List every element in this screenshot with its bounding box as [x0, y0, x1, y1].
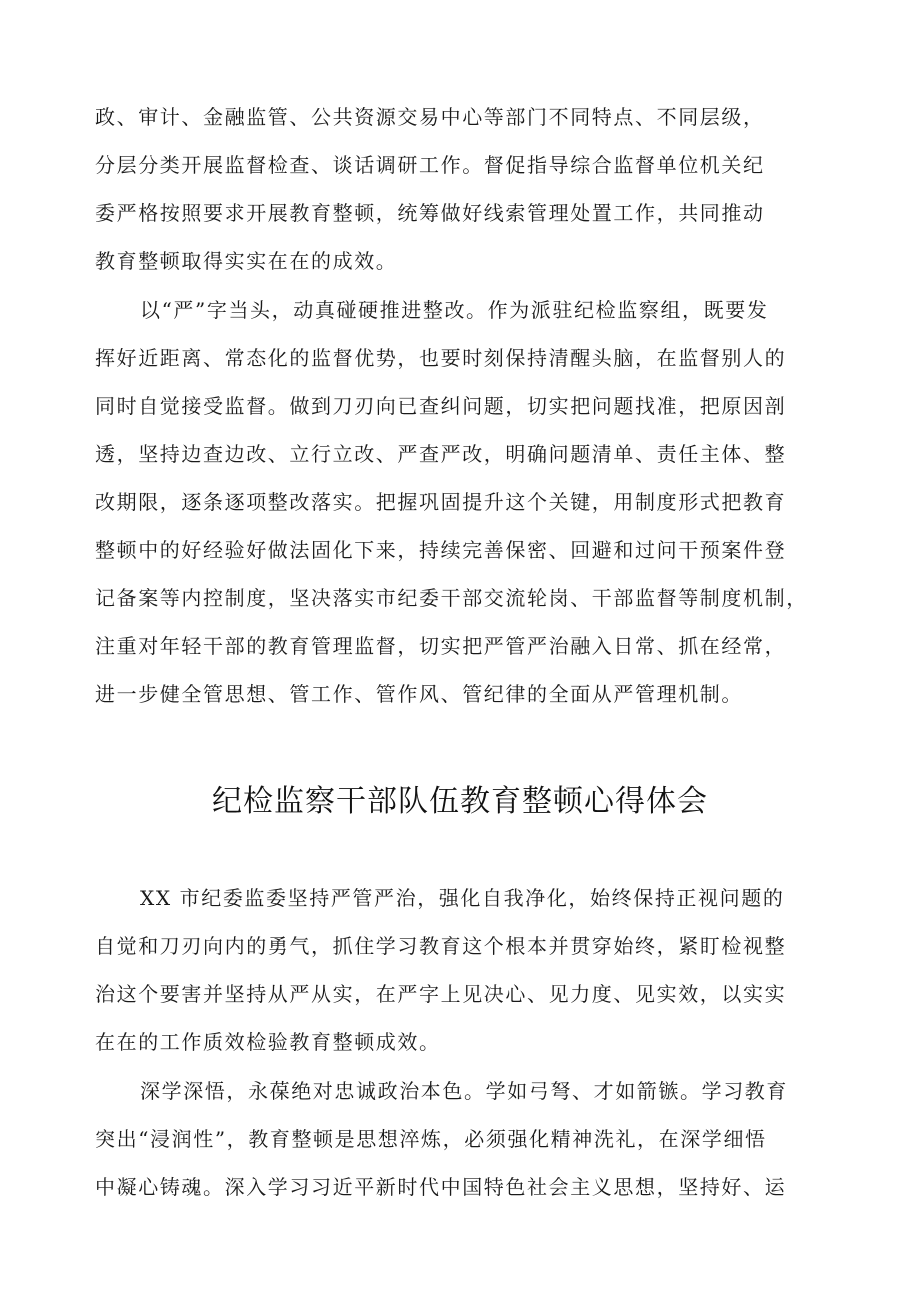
paragraph-4-line-2: 突出“浸润性”，教育整顿是思想淬炼，必须强化精神洗礼，在深学细悟	[95, 1127, 767, 1151]
paragraph-1-line-2: 分层分类开展监督检查、谈话调研工作。督促指导综合监督单位机关纪	[95, 153, 765, 177]
paragraph-2-line-3: 同时自觉接受监督。做到刀刃向已查纠问题，切实把问题找准，把原因剖	[95, 394, 787, 418]
paragraph-3-line-3: 治这个要害并坚持从严从实，在严字上见决心、见力度、见实效，以实实	[95, 982, 787, 1006]
paragraph-2-line-9: 进一步健全管思想、管工作、管作风、管纪律的全面从严管理机制。	[95, 682, 743, 706]
paragraph-3-line-4: 在在的工作质效检验教育整顿成效。	[95, 1030, 441, 1054]
paragraph-2-line-1: 以“严”字当头，动真碰硬推进整改。作为派驻纪检监察组，既要发	[140, 298, 769, 322]
document-title: 纪检监察干部队伍教育整顿心得体会	[212, 784, 708, 819]
paragraph-4-line-1: 深学深悟，永葆绝对忠诚政治本色。学如弓弩、才如箭镞。学习教育	[140, 1079, 788, 1103]
paragraph-2-line-2: 挥好近距离、常态化的监督优势，也要时刻保持清醒头脑，在监督别人的	[95, 346, 787, 370]
paragraph-2-line-5: 改期限，逐条逐项整改落实。把握巩固提升这个关键，用制度形式把教育	[95, 490, 787, 514]
paragraph-2-line-4: 透，坚持边查边改、立行立改、严查严改，明确问题清单、责任主体、整	[95, 442, 787, 466]
paragraph-2-line-8: 注重对年轻干部的教育管理监督，切实把严管严治融入日常、抓在经常，	[95, 634, 787, 658]
paragraph-4-line-3: 中凝心铸魂。深入学习习近平新时代中国特色社会主义思想，坚持好、运	[95, 1175, 787, 1199]
paragraph-2-line-6: 整顿中的好经验好做法固化下来，持续完善保密、回避和过问干预案件登	[95, 538, 787, 562]
paragraph-1-line-1: 政、审计、金融监管、公共资源交易中心等部门不同特点、不同层级，	[95, 105, 765, 129]
paragraph-3-line-1: XX 市纪委监委坚持严管严治，强化自我净化，始终保持正视问题的	[140, 886, 785, 910]
paragraph-1-line-4: 教育整顿取得实实在在的成效。	[95, 249, 398, 273]
paragraph-2-line-7: 记备案等内控制度，坚决落实市纪委干部交流轮岗、干部监督等制度机制，	[95, 586, 808, 610]
paragraph-1-line-3: 委严格按照要求开展教育整顿，统筹做好线索管理处置工作，共同推动	[95, 201, 765, 225]
paragraph-3-line-2: 自觉和刀刃向内的勇气，抓住学习教育这个根本并贯穿始终，紧盯检视整	[95, 934, 787, 958]
